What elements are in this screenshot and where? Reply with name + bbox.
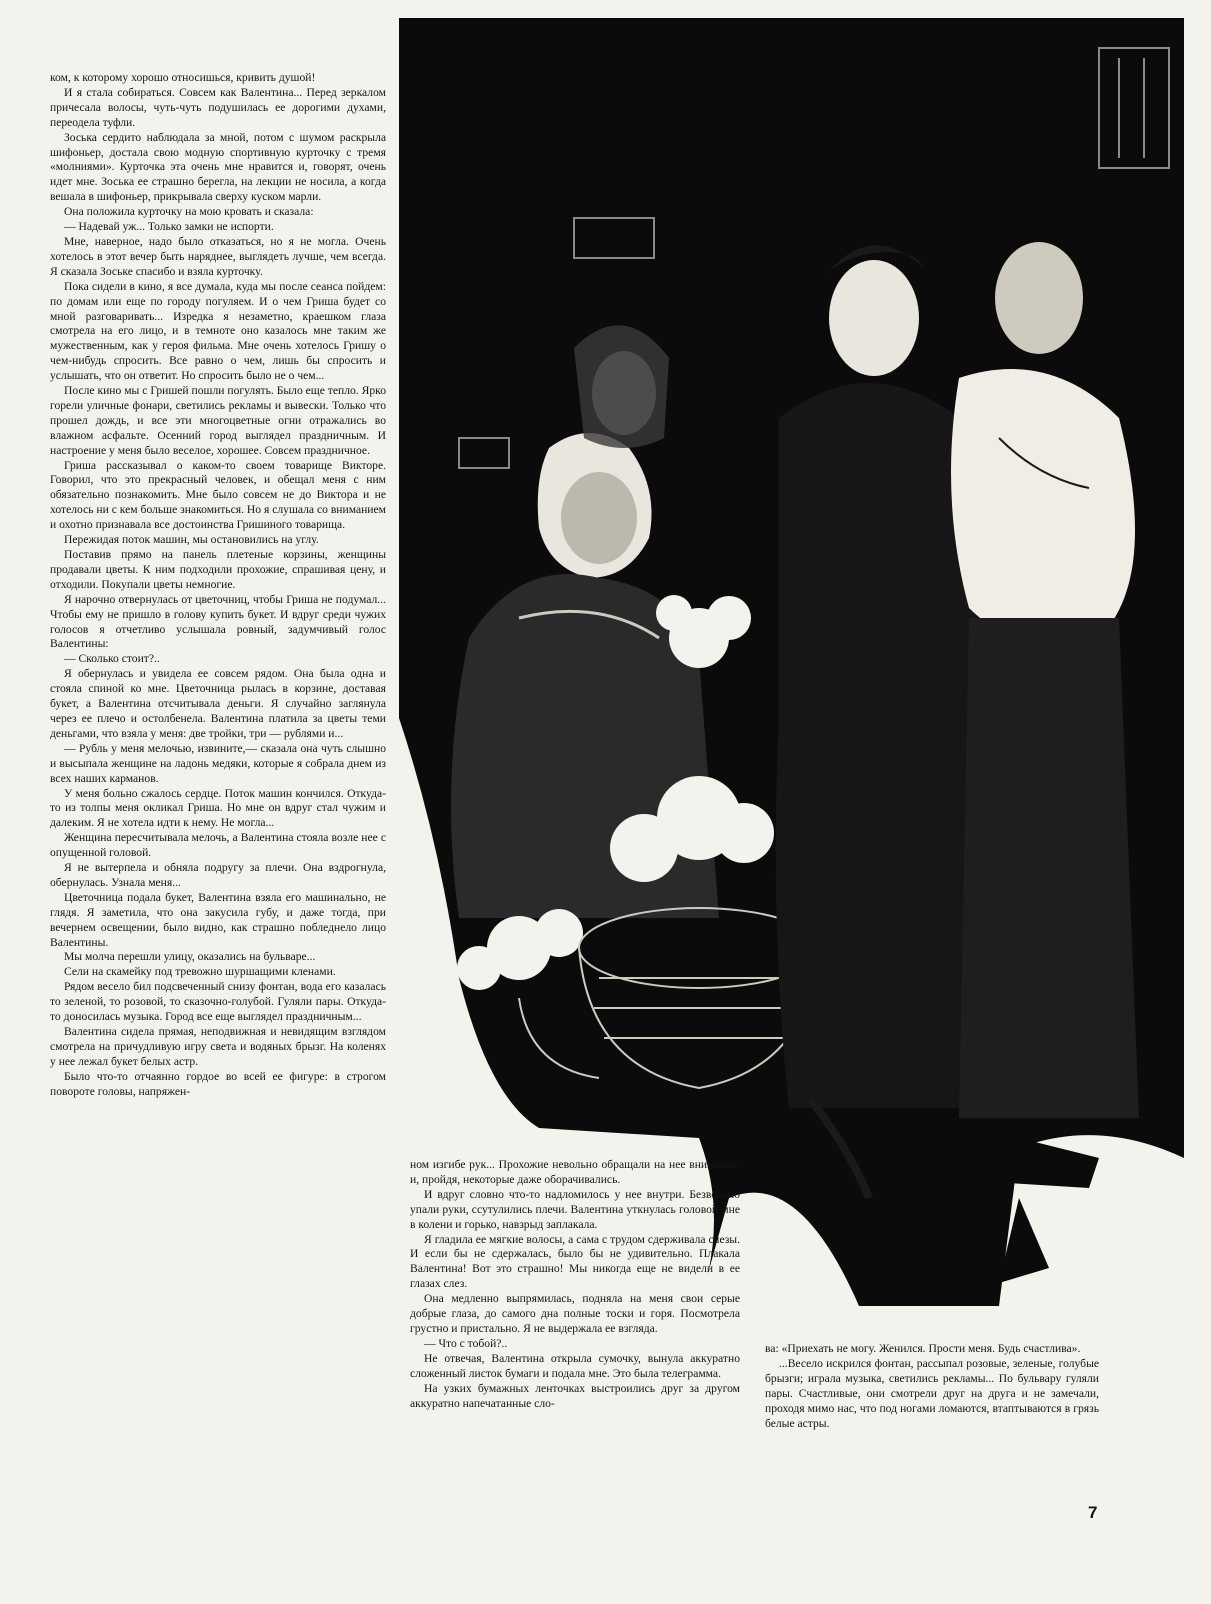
paragraph: — Рубль у меня мелочью, извините,— сказала она чуть слышно и высыпала женщине на ладонь медяки, которые я собрала днем из всех наших карманов. — [50, 741, 386, 785]
paragraph: Мне, наверное, надо было отказаться, но я не могла. Очень хотелось в этот вечер быть наряднее, выглядеть лучше, чем всегда. Я сказала Зоське спасибо и взяла курточку. — [50, 234, 386, 278]
text-column-left — [50, 71, 386, 1100]
paragraph: Сели на скамейку под тревожно шуршащими кленами. — [64, 965, 336, 979]
paragraph: Цветочница подала букет, Валентина взяла его машинально, не глядя. Я заметила, что она закусила губу, и даже тогда, при вечернем освещении, было видно, как страшно побледнело лицо Валентины. — [50, 890, 386, 949]
background-woman-figure — [574, 325, 669, 448]
paragraph: Валентина сидела прямая, неподвижная и невидящим взглядом смотрела на причудливую игру света и водяных брызг. На коленях у нее лежал букет белых астр. — [50, 1025, 386, 1068]
text-column-right — [765, 1342, 1099, 1431]
paragraph: Пережидая поток машин, мы остановились на углу. — [64, 533, 319, 547]
paragraph: Зоська сердито наблюдала за мной, потом с шумом раскрыла шифоньер, достала свою модную спортивную курточку с тремя «молниями». Курточка эта очень мне нравится и, говорят, очень идет мне. Зоська ее страшно берегла, на лекции не носила, а когда вешала в шифоньер, прикрывала сверху куском марли. — [50, 130, 386, 204]
paragraph: ком, к которому хорошо относишься, кривить душой! — [50, 71, 316, 84]
paragraph: Было что-то отчаянно гордое во всей ее фигуре: в строгом повороте головы, напряжен- — [50, 1069, 386, 1098]
paragraph: На узких бумажных ленточках выстроились друг за другом аккуратно напечатанные сло- — [410, 1381, 740, 1410]
paragraph: Я не вытерпела и обняла подругу за плечи. Она вздрогнула, обернулась. Узнала меня... — [50, 861, 386, 889]
paragraph: Не отвечая, Валентина открыла сумочку, вынула аккуратно сложенный листок бумаги и подала мне. Это была телеграмма. — [410, 1351, 740, 1380]
paragraph: ном изгибе рук... Прохожие невольно обращали на нее внимание, и, пройдя, некоторые даже оборачивались. — [410, 1158, 740, 1186]
paragraph: У меня больно сжалось сердце. Поток машин кончился. Откуда-то из толпы меня окликал Гриша. Но мне он вдруг стал чужим и далеким. Я не хотела идти к нему. Не могла... — [50, 786, 386, 830]
paragraph: Рядом весело бил подсвеченный снизу фонтан, вода его казалась то зеленой, то розовой, то сказочно-голубой. Гуляли пары. Откуда-то доносилась музыка. Город все еще выглядел праздничным... — [50, 980, 386, 1024]
paragraph: — Сколько стоит?.. — [64, 652, 160, 666]
paragraph: Пока сидели в кино, я все думала, куда мы после сеанса пойдем: по домам или еще по городу погуляем. И о чем Гриша будет со мной разговаривать... Изредка я незаметно, краешком глаза смотрела на его лицо, и в темноте оно казалось мне таким же мужественным, как у героя фильма. Мне очень хотелось Гришу о чем-нибудь спросить. Все равно о чем, лишь бы спросить и услышать, что он ответит. Но спросить было не о чем... — [50, 279, 386, 383]
page-number: 7 — [1088, 1503, 1098, 1522]
paragraph: Женщина пересчитывала мелочь, а Валентина стояла возле нее с опущенной головой. — [50, 831, 386, 860]
paragraph: ва: «Приехать не могу. Женился. Прости меня. Будь счастлива». — [765, 1342, 1081, 1355]
paragraph: Я нарочно отвернулась от цветочниц, чтобы Гриша не подумал... Чтобы ему не пришло в голову купить букет. И вдруг среди чужих голосов я отчетливо услышала ровный, задумчивый голос Валентины: — [50, 592, 386, 651]
paragraph: Она положила курточку на мою кровать и сказала: — [64, 205, 314, 219]
paragraph: После кино мы с Гришей пошли погулять. Было еще тепло. Ярко горели уличные фонари, светились рекламы и вывески. Только что прошел дождь, и все эти многоцветные огни отражались во влажном асфальте. Осенний город выглядел праздничным. И настроение у меня было веселое, хорошее. Совсем праздничное. — [50, 384, 386, 457]
paragraph: Гриша рассказывал о каком-то своем товарище Викторе. Говорил, что это прекрасный человек, и обещал меня с ним обязательно познакомить. Мне было совсем не до Виктора и не хотелось ни с кем больше знакомиться. Но я слушала со вниманием и охотно признавала все достоинства Гришиного товарища. — [50, 458, 386, 532]
paragraph: И я стала собираться. Совсем как Валентина... Перед зеркалом причесала волосы, чуть-чуть подушилась ее дорогими духами, переодела туфли. — [50, 85, 386, 129]
text-column-middle — [410, 1158, 740, 1411]
paragraph: Я обернулась и увидела ее совсем рядом. Она была одна и стояла спиной ко мне. Цветочница рылась в корзине, доставая букет, а Валентина отсчитывала деньги. Я случайно заглянула через ее плечо и остолбенела. Валентина платила за цветы теми деньгами, что взяла у меня: две тройки, три — рублями и... — [50, 667, 386, 740]
paragraph: Она медленно выпрямилась, подняла на меня свои серые добрые глаза, до самого дна полные тоски и горя. Посмотрела грустно и пристально. Я не выдержала ее взгляда. — [410, 1292, 740, 1335]
paragraph: И вдруг словно что-то надломилось у нее внутри. Безвольно упали руки, ссутулились плечи. Валентина уткнулась головой мне в колени и горько, навзрыд заплакала. — [410, 1187, 740, 1231]
paragraph: ...Весело искрился фонтан, рассыпал розовые, зеленые, голубые брызги; играла музыка, светились рекламы... По бульвару гуляли пары. Счастливые, они смотрели друг на друга и не замечали, проходя мимо нас, что под ногами ломаются, втаптываются в грязь белые астры. — [765, 1356, 1099, 1430]
paragraph: — Что с тобой?.. — [424, 1336, 508, 1350]
paragraph: Я гладила ее мягкие волосы, а сама с трудом сдерживала слезы. И если бы не сдержалась, было бы не удивительно. Плакала Валентина! Вот это страшно! Мы никогда еще не видели в ее глазах слез. — [410, 1232, 740, 1291]
paragraph: — Надевай уж... Только замки не испорти. — [64, 220, 274, 234]
illustration-flower-sellers — [399, 18, 1184, 1306]
paragraph: Мы молча перешли улицу, оказались на бульваре... — [64, 950, 316, 964]
paragraph: Поставив прямо на панель плетеные корзины, женщины продавали цветы. К ним подходили прохожие, спрашивая цену, и отходили. Покупали цветы немногие. — [50, 548, 386, 591]
